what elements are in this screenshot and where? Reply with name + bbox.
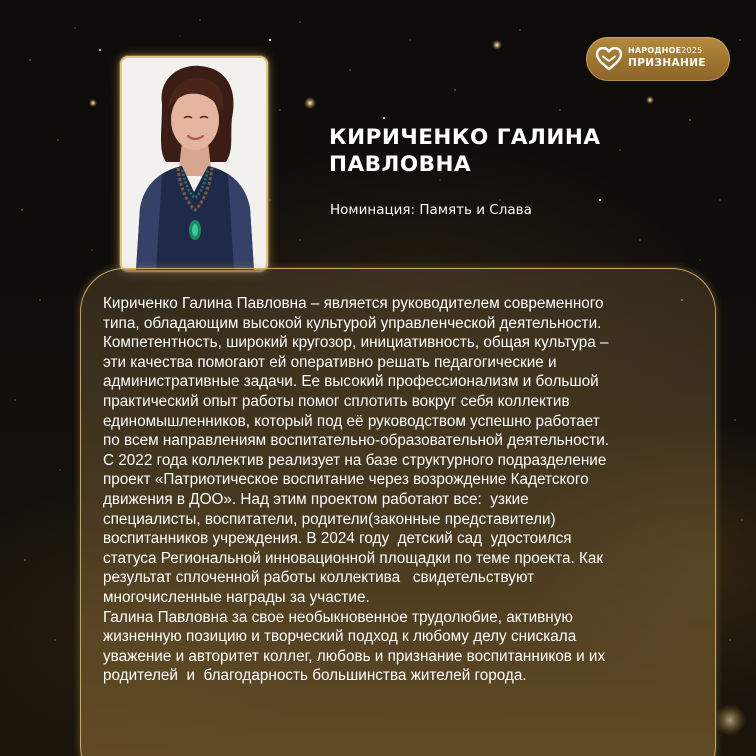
badge-title-bottom: ПРИЗНАНИЕ bbox=[628, 57, 706, 69]
bio-line: С 2022 года коллектив реализует на базе структурного подразделение bbox=[103, 451, 607, 469]
person-name bbox=[329, 124, 649, 178]
bio-line: воспитанников учреждения. В 2024 году детский сад удостоился bbox=[103, 530, 572, 548]
bio-line: Компетентность, широкий кругозор, инициативность, общая культура – bbox=[103, 334, 609, 352]
bio-line: Галина Павловна за свое необыкновенное трудолюбие, активную bbox=[103, 608, 573, 626]
person-name-line2: ПАВЛОВНА bbox=[329, 152, 472, 177]
heart-icon bbox=[596, 47, 622, 71]
award-logo-badge bbox=[586, 37, 730, 81]
bio-line: движения в ДОО». Над этим проектом работают все: узкие bbox=[103, 490, 529, 508]
badge-title-top: НАРОДНОЕ2025 bbox=[628, 46, 703, 55]
bio-line: практический опыт работы помог сплотить вокруг себя коллектив bbox=[103, 392, 570, 410]
nomination-label: Номинация: Память и Слава bbox=[330, 202, 532, 218]
bio-line: родителей и благодарность большинства жителей города. bbox=[103, 667, 527, 685]
bio-line: статуса Региональной инновационной площадки по теме проекта. Как bbox=[103, 549, 604, 567]
bio-line: единомышленников, который под её руководством успешно работает bbox=[103, 412, 600, 430]
bio-line: по всем направлениям воспитательно-образовательной деятельности. bbox=[103, 432, 610, 450]
portrait-photo bbox=[120, 56, 268, 272]
bio-line: специалисты, воспитатели, родители(законные представители) bbox=[103, 510, 556, 528]
bio-line: эти качества помогают ей оперативно решать педагогические и bbox=[103, 353, 557, 371]
bio-text bbox=[103, 294, 713, 686]
bio-line: многочисленные награды за участие. bbox=[103, 588, 370, 606]
bio-line: проект «Патриотическое воспитание через возрождение Кадетского bbox=[103, 471, 589, 489]
bio-line: типа, обладающим высокой культурой управленческой деятельности. bbox=[103, 314, 602, 332]
bio-line: Кириченко Галина Павловна – является руководителем современного bbox=[103, 295, 604, 312]
bio-line: административные задачи. Ее высокий профессионализм и большой bbox=[103, 373, 599, 391]
person-name-line1: КИРИЧЕНКО ГАЛИНА bbox=[329, 125, 601, 150]
bio-line: жизненную позицию и творческий подход к любому делу снискала bbox=[103, 628, 577, 646]
bio-line: результат сплоченной работы коллектива свидетельствуют bbox=[103, 569, 535, 587]
bio-line: уважение и авторитет коллег, любовь и признание воспитанников и их bbox=[103, 647, 606, 665]
